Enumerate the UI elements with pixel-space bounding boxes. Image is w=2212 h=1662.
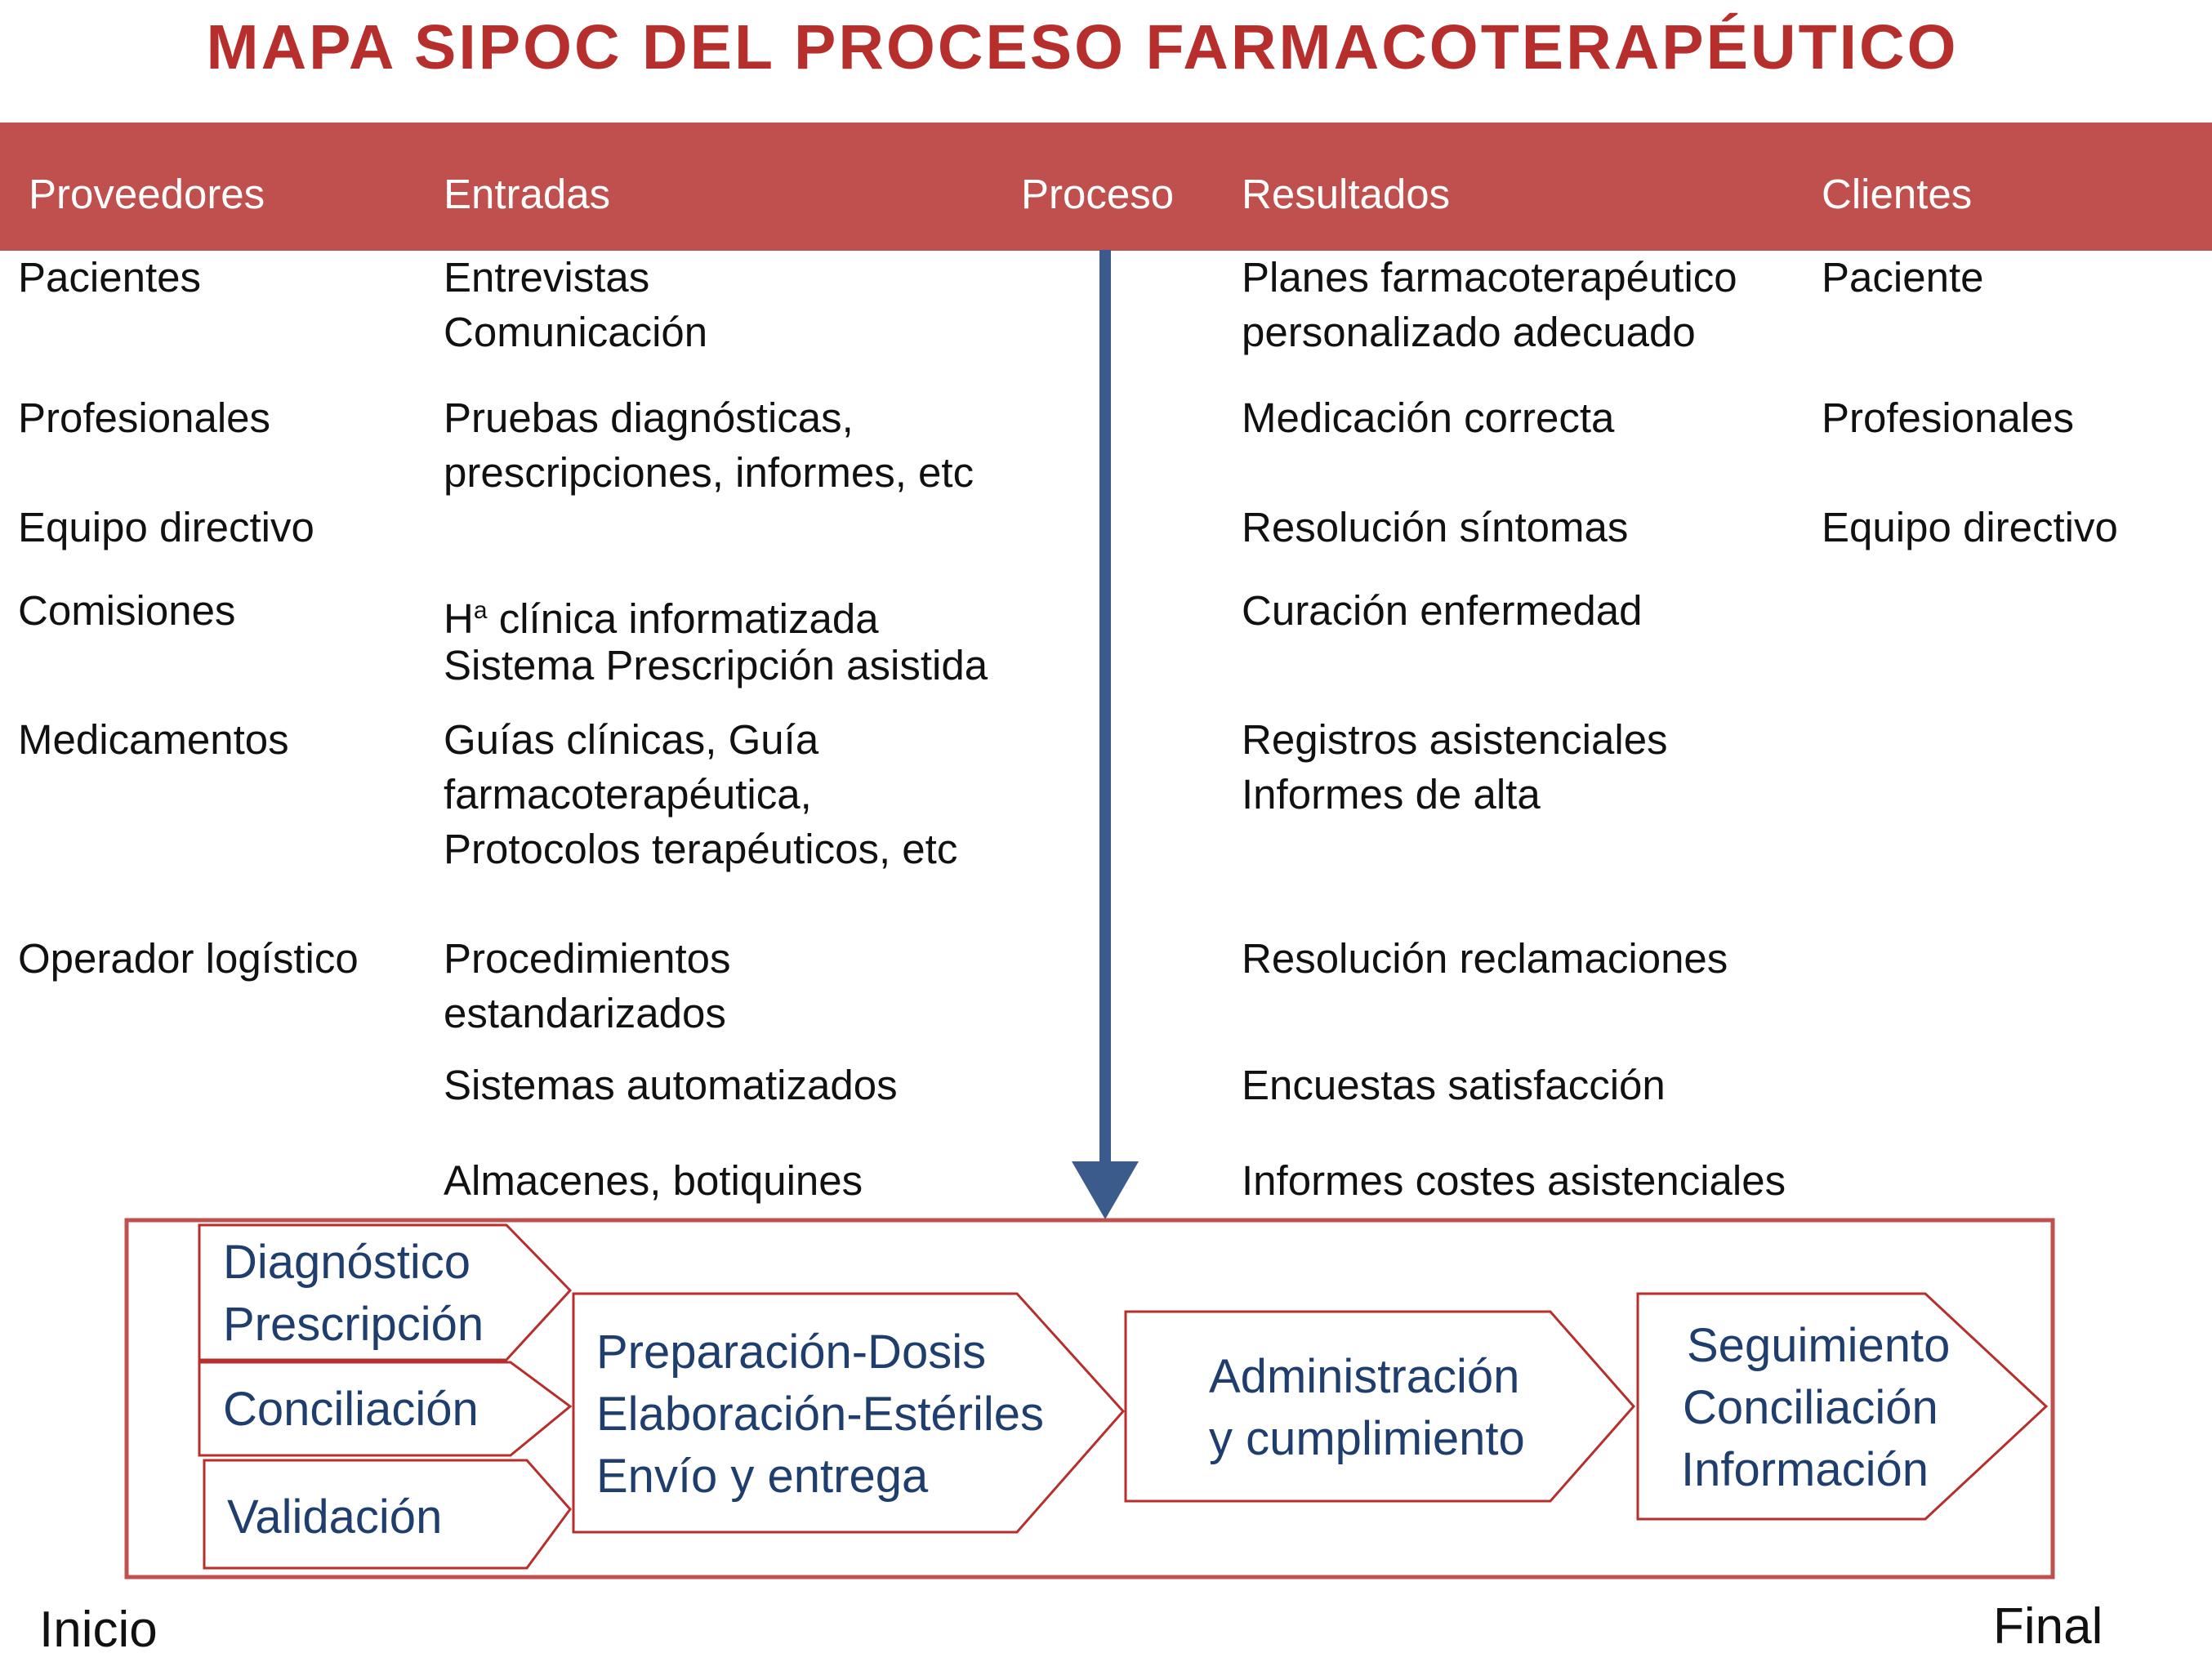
- step-label: Administración: [1209, 1350, 1520, 1403]
- resultado-item: Registros asistenciales: [1242, 716, 1668, 763]
- entrada-item: Procedimientos: [444, 935, 731, 982]
- proveedor-item: Comisiones: [18, 587, 236, 634]
- entrada-item: Pruebas diagnósticas,: [444, 394, 854, 441]
- entrada-item: Guías clínicas, Guía: [444, 716, 819, 763]
- resultado-item: Resolución síntomas: [1242, 504, 1629, 550]
- entrada-item: farmacoterapéutica,: [444, 771, 812, 818]
- resultado-item: Curación enfermedad: [1242, 587, 1643, 634]
- step-label: Conciliación: [1683, 1381, 1938, 1434]
- proveedor-item: Operador logístico: [18, 935, 359, 982]
- entrada-item: Entrevistas: [444, 254, 650, 301]
- step-label: Conciliación: [223, 1383, 479, 1436]
- resultado-item: Planes farmacoterapéutico: [1242, 254, 1737, 301]
- header-proveedores: Proveedores: [29, 171, 265, 217]
- entrada-item: $H^a$ clínica informatizada: [444, 595, 879, 642]
- step-label: Envío y entrega: [596, 1450, 929, 1503]
- proveedor-item: Profesionales: [18, 394, 271, 441]
- resultado-item: Informes costes asistenciales: [1242, 1157, 1786, 1204]
- proveedor-item: Medicamentos: [18, 716, 289, 763]
- resultado-item: Medicación correcta: [1242, 394, 1615, 441]
- step-label: Validación: [227, 1490, 443, 1544]
- header-proceso: Proceso: [1021, 171, 1175, 217]
- end-label: Final: [1993, 1598, 2103, 1655]
- entrada-item: Comunicación: [444, 309, 708, 355]
- cliente-item: Equipo directivo: [1822, 504, 2118, 550]
- entrada-item: Almacenes, botiquines: [444, 1157, 863, 1204]
- header-resultados: Resultados: [1242, 171, 1451, 217]
- step-label: Elaboración-Estériles: [596, 1388, 1045, 1441]
- cliente-item: Profesionales: [1822, 394, 2075, 441]
- step-label: Preparación-Dosis: [596, 1326, 987, 1379]
- step-label: Diagnóstico: [223, 1236, 471, 1289]
- header-clientes: Clientes: [1822, 171, 1973, 217]
- entrada-item: Sistema Prescripción asistida: [444, 642, 988, 688]
- proveedor-item: Pacientes: [18, 254, 201, 301]
- process-down-arrow: [1072, 250, 1139, 1219]
- cliente-item: Paciente: [1822, 254, 1984, 301]
- step-label: y cumplimiento: [1209, 1412, 1525, 1465]
- entrada-item: estandarizados: [444, 990, 726, 1036]
- entrada-item: Protocolos terapéuticos, etc: [444, 826, 958, 872]
- step-label: Información: [1681, 1443, 1929, 1496]
- resultado-item: Encuestas satisfacción: [1242, 1062, 1666, 1108]
- resultado-item: Resolución reclamaciones: [1242, 935, 1728, 982]
- resultado-item: personalizado adecuado: [1242, 309, 1696, 355]
- diagram-title: MAPA SIPOC DEL PROCESO FARMACOTERAPÉUTICO: [206, 12, 1959, 82]
- header-entradas: Entradas: [444, 171, 611, 217]
- step-label: Prescripción: [223, 1298, 484, 1351]
- step-label: Seguimiento: [1687, 1319, 1951, 1372]
- start-label: Inicio: [39, 1602, 158, 1658]
- resultado-item: Informes de alta: [1242, 771, 1541, 818]
- entrada-item: Sistemas automatizados: [444, 1062, 898, 1108]
- proveedor-item: Equipo directivo: [18, 504, 314, 550]
- entrada-item: prescripciones, informes, etc: [444, 449, 974, 496]
